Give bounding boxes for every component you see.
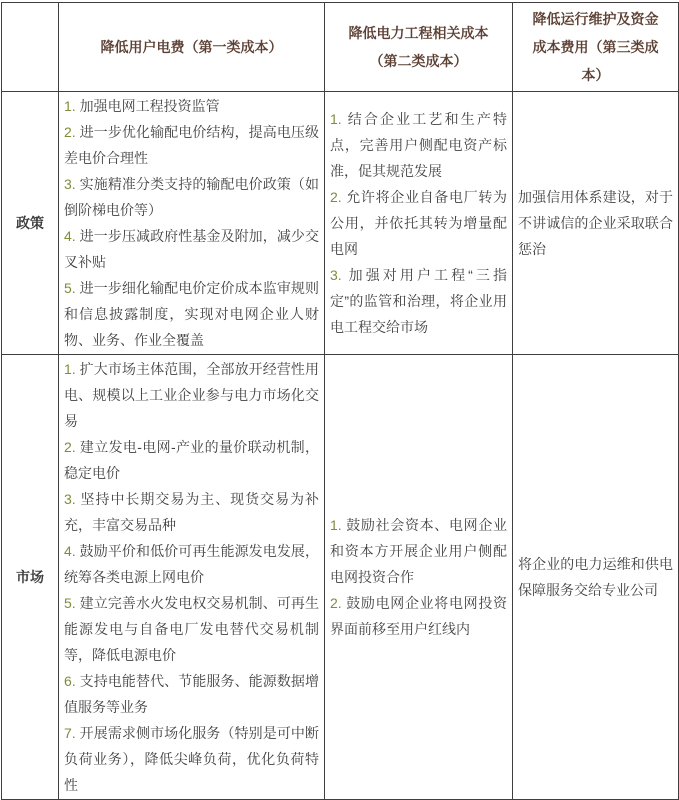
item-text: 建立完善水火发电权交易机制、可再生能源发电与自备电厂发电替代交易机制等，降低电源电价 [64,595,319,663]
item-text: 进一步细化输配电价定价成本监审规则和信息披露制度，实现对电网企业人财物、业务、作业全覆盖 [64,280,319,348]
list-item [330,590,507,642]
item-number: 2. [64,439,76,455]
cell-market-operation-costs: 将企业的电力运维和供电保障服务交给专业公司 [513,355,679,800]
list-item [64,434,319,486]
item-number: 5. [64,280,76,296]
item-text: 鼓励平价和低价可再生能源发电发展，统筹各类电源上网电价 [64,543,319,585]
item-number: 2. [330,189,342,205]
item-number: 2. [64,124,76,140]
list-item [330,262,507,340]
list-item [64,223,319,275]
table-row-market [2,355,679,800]
item-number: 1. [330,111,342,127]
item-number: 3. [64,491,76,507]
cell-market-project-costs [325,355,513,800]
list-item [64,275,319,353]
list-item [64,119,319,171]
item-text: 加强电网工程投资监管 [75,98,220,114]
item-number: 2. [330,595,342,611]
item-number: 3. [330,267,342,283]
list-item [64,720,319,798]
item-number: 1. [330,517,342,533]
cell-market-user-fees [59,355,325,800]
item-text: 允许将企业自备电厂转为公用，并依托其转为增量配电网 [330,189,507,257]
list-item [64,538,319,590]
list-item [330,512,507,590]
item-number: 6. [64,673,76,689]
item-text: 建立发电-电网-产业的量价联动机制，稳定电价 [64,439,319,481]
list-item [330,106,507,184]
list-item [64,590,319,668]
list-item [64,486,319,538]
list-item [330,184,507,262]
item-number: 1. [64,98,76,114]
item-text: 扩大市场主体范围，全部放开经营性用电、规模以上工业企业参与电力市场化交易 [64,361,319,429]
item-number: 4. [64,228,76,244]
item-text: 结合企业工艺和生产特点，完善用户侧配电资产标准，促其规范发展 [330,111,507,179]
row-label-policy: 政策 [2,92,59,355]
item-number: 4. [64,543,76,559]
row-label-market: 市场 [2,355,59,800]
item-text: 鼓励电网企业将电网投资界面前移至用户红线内 [330,595,507,637]
table-row-policy [2,92,679,355]
item-number: 7. [64,725,76,741]
item-text: 进一步压减政府性基金及附加，减少交叉补贴 [64,228,319,270]
cost-reduction-table [1,2,679,800]
list-item [64,171,319,223]
item-text: 实施精准分类支持的输配电价政策（如倒阶梯电价等） [64,176,319,218]
item-text: 鼓励社会资本、电网企业和资本方开展企业用户侧配电网投资合作 [330,517,507,585]
header-cell-operation-costs: 降低运行维护及资金成本费用（第三类成本） [513,3,679,92]
header-cell-user-fees: 降低用户电费（第一类成本） [59,3,325,92]
item-number: 3. [64,176,76,192]
cell-policy-user-fees [59,92,325,355]
item-text: 坚持中长期交易为主、现货交易为补充，丰富交易品种 [64,491,319,533]
list-item [64,668,319,720]
item-text: 支持电能替代、节能服务、能源数据增值服务等业务 [64,673,319,715]
item-text: 进一步优化输配电价结构，提高电压级差电价合理性 [64,124,319,166]
item-number: 1. [64,361,76,377]
list-item [64,93,319,119]
header-cell-empty [2,3,59,92]
cell-policy-operation-costs: 加强信用体系建设，对于不讲诚信的企业采取联合惩治 [513,92,679,355]
item-text: 开展需求侧市场化服务（特别是可中断负荷业务），降低尖峰负荷，优化负荷特性 [64,725,319,793]
header-cell-project-costs: 降低电力工程相关成本（第二类成本） [325,3,513,92]
header-row [2,3,679,92]
list-item [64,356,319,434]
item-number: 5. [64,595,76,611]
cell-policy-project-costs [325,92,513,355]
item-text: 加强对用户工程“三指定”的监管和治理，将企业用电工程交给市场 [330,267,507,335]
